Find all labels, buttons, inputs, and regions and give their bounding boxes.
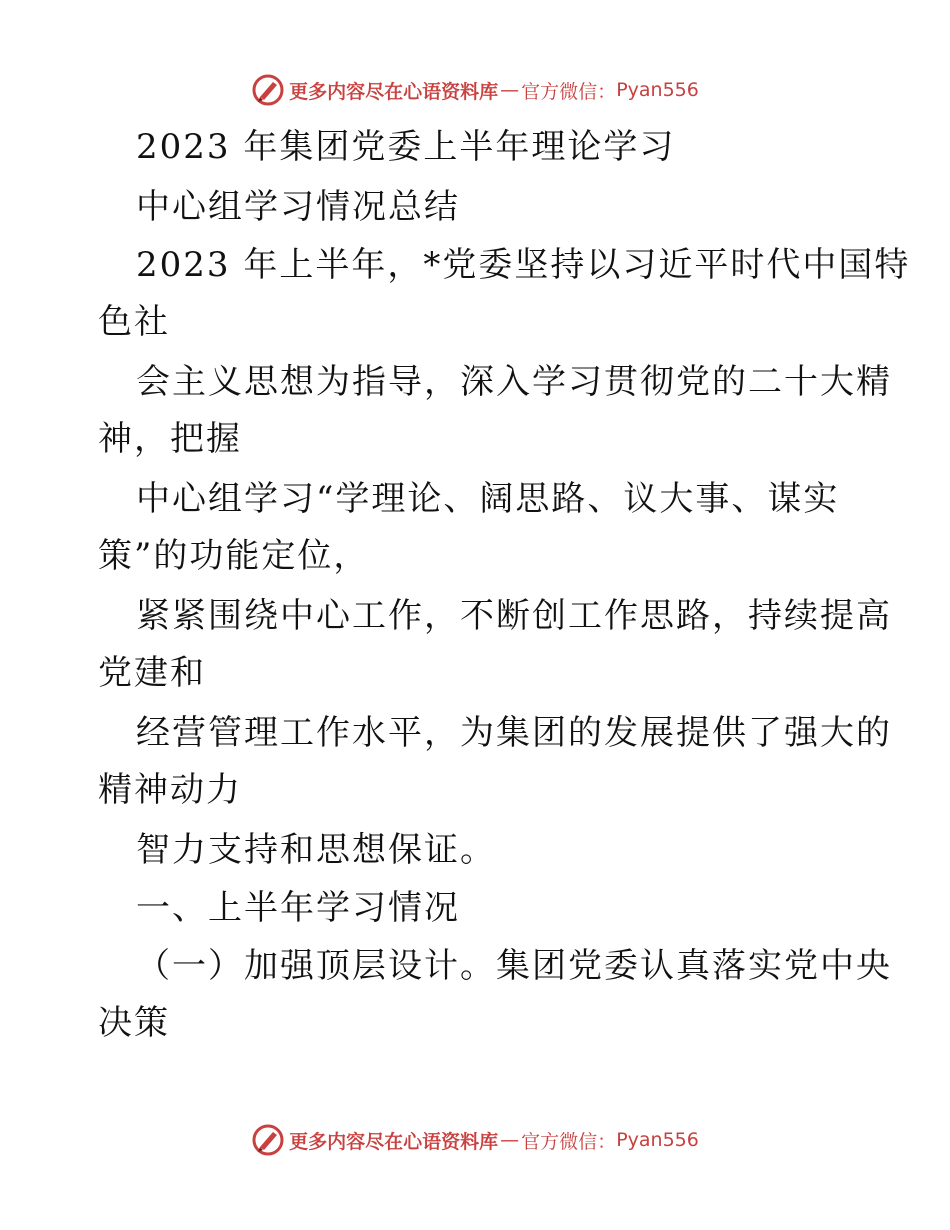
- doc-title-line-2: 中心组学习情况总结: [136, 187, 460, 227]
- footer-watermark: [0, 1122, 950, 1158]
- watermark-account: Pyan556: [616, 1129, 699, 1151]
- section-heading: 一、上半年学习情况: [136, 888, 460, 928]
- paragraph-line: 2023 年上半年，*党委坚持以习近平时代中国特: [136, 245, 911, 285]
- watermark-title: 更多内容尽在心语资料库: [289, 1130, 499, 1153]
- paragraph-line: 神，把握: [98, 419, 242, 459]
- watermark-account: Pyan556: [616, 79, 699, 101]
- watermark-label: 官方微信：: [521, 1130, 617, 1153]
- paragraph-line: 经营管理工作水平，为集团的发展提供了强大的: [136, 713, 892, 753]
- watermark-title: 更多内容尽在心语资料库: [289, 80, 499, 103]
- watermark-separator: —: [500, 1129, 520, 1151]
- paragraph-line: 紧紧围绕中心工作，不断创工作思路，持续提高: [136, 596, 892, 636]
- paragraph-line: 色社: [98, 302, 170, 342]
- pen-logo-icon: [251, 1123, 285, 1157]
- watermark-label: 官方微信：: [521, 80, 617, 103]
- paragraph-line: 决策: [98, 1003, 170, 1043]
- paragraph-line: 精神动力: [98, 770, 242, 810]
- doc-title-line-1: 2023 年集团党委上半年理论学习: [136, 127, 676, 167]
- paragraph-line: 智力支持和思想保证。: [136, 830, 496, 870]
- paragraph-line: 会主义思想为指导，深入学习贯彻党的二十大精: [136, 362, 892, 402]
- paragraph-line: 党建和: [98, 653, 206, 693]
- pen-logo-icon: [251, 73, 285, 107]
- paragraph-line: 策”的功能定位，: [98, 536, 370, 576]
- watermark-separator: —: [500, 79, 520, 101]
- paragraph-line: 中心组学习“学理论、阔思路、议大事、谋实: [136, 479, 840, 519]
- subsection-line: （一）加强顶层设计。集团党委认真落实党中央: [136, 946, 892, 986]
- header-watermark: [0, 72, 950, 108]
